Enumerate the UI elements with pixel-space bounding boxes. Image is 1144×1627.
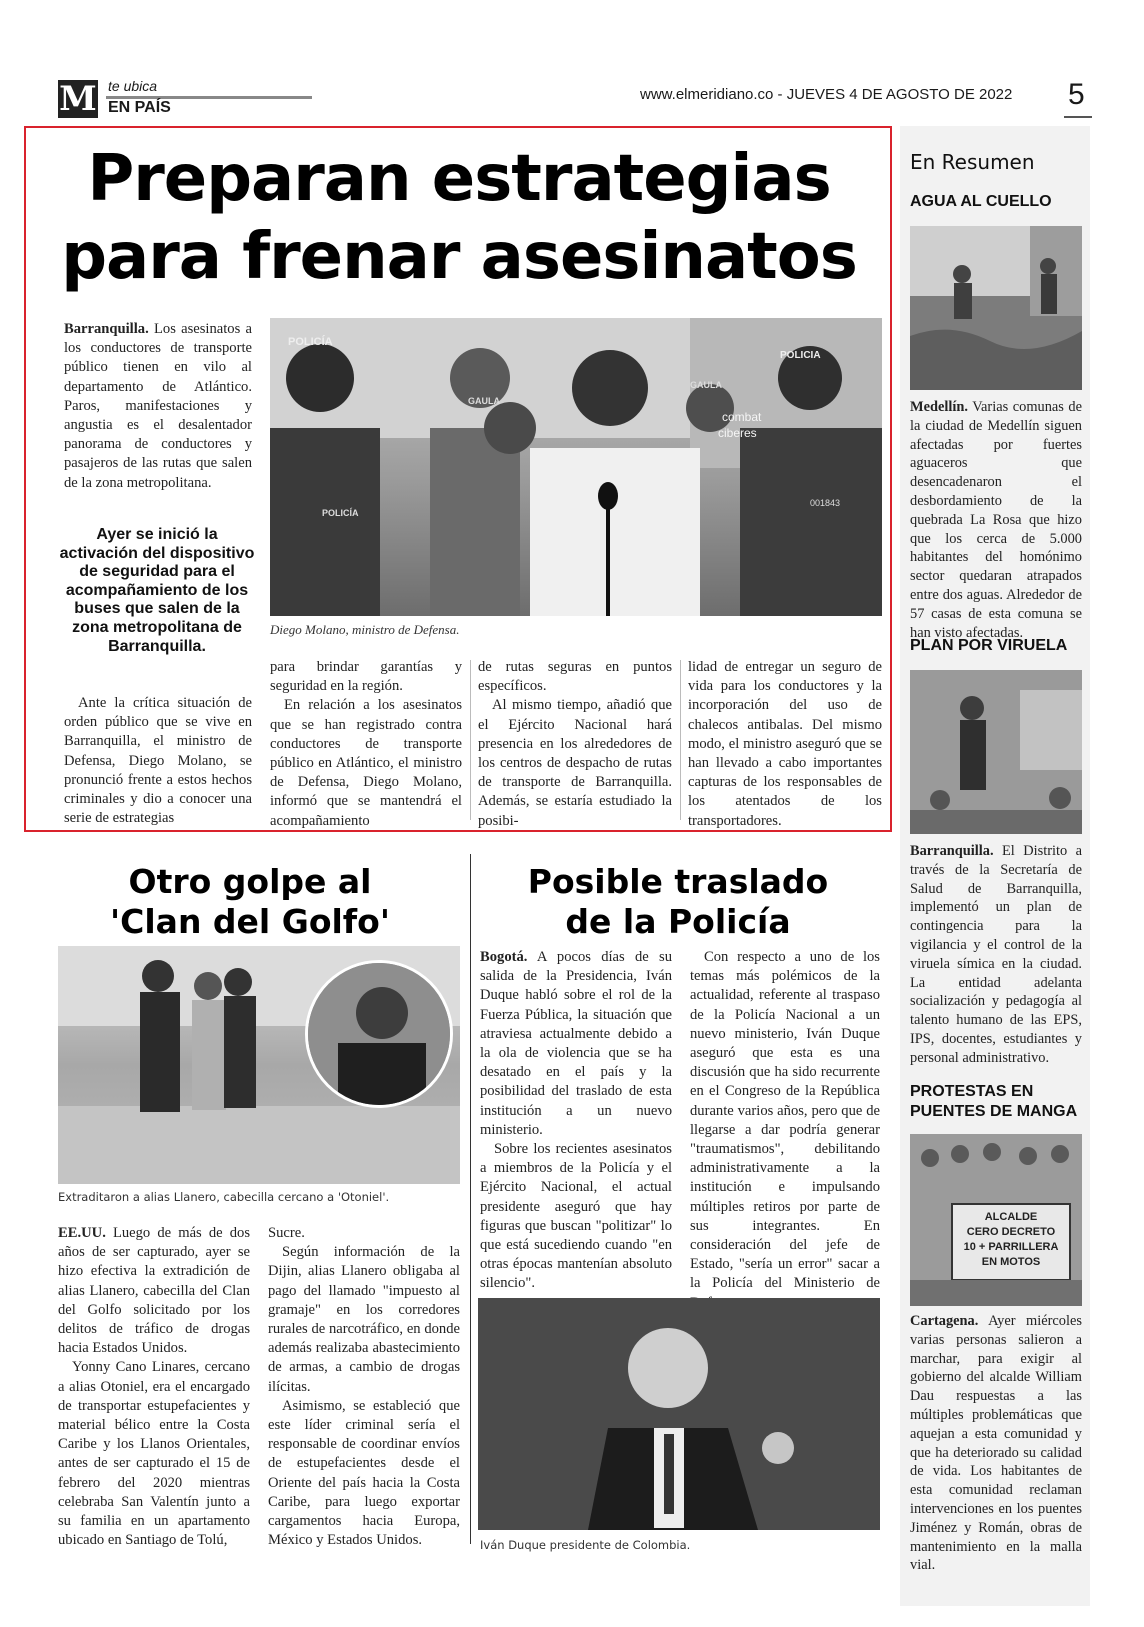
dateline: www.elmeridiano.co - JUEVES 4 DE AGOSTO DE 2022: [640, 86, 1013, 103]
policia-headline: [478, 862, 878, 942]
sign-line: 10 + PARRILLERA: [963, 1241, 1059, 1253]
photo-text: GAULA: [468, 396, 500, 406]
article-paragraph: Al mismo tiempo, añadió que el Ejército Nacional hará presencia en los alrededores de los centros de despacho de rutas de transporte de Barranquilla. Además, se estaría estudiado la posibi-: [478, 697, 672, 829]
pull-quote: Ayer se inició la activación del dispositivo de seguridad para el acompañamiento de los buses que salen de la zona metropolitana de Barranquilla.: [59, 526, 255, 655]
sidebar-heading-protestas: PROTESTAS EN PUENTES DE MANGA: [910, 1083, 1078, 1120]
headline-line: 'Clan del Golfo': [110, 902, 390, 941]
article-paragraph: EE.UU. Luego de más de dos años de ser capturado, ayer se hizo efectiva la extradición de alias Llanero, cabecilla del Clan del Golfo solicitado por los delitos de tráfico de drogas hacia Estados Unidos.: [58, 1225, 250, 1357]
photo-text: POLICIA: [780, 350, 821, 361]
sidebar-text-viruela: Barranquilla. El Distrito a través de la Secretaría de Salud de Barranquilla, implementó un plan de contingencia para la vigilancia y el control de la viruela símica en la ciudad. La entidad adelanta socialización y pedagogía al talento humano de las EPS, IPS, docentes, estudiantes y personal administrativo.: [910, 843, 1082, 1066]
article-column: [478, 658, 672, 831]
article-paragraph: Asimismo, se estableció que este líder criminal sería el responsable de coordinar envíos de estupefacientes desde el Oriente del país hacia la Costa Caribe, para luego exportar cargamentos hacia Europa, México y Estados Unidos.: [268, 1397, 460, 1549]
sidebar-text-agua: Medellín. Varias comunas de la ciudad de Medellín siguen afectadas por fuertes aguaceros que desencadenaron el desbordamiento de la quebrada La Rosa que hizo que los cerca de 5.000 habitantes del homónimo sector quedaran atrapados entre dos aguas. Alrededor de 57 casas de esta comuna se han visto afectadas.: [910, 399, 1082, 641]
column-divider: [680, 660, 681, 820]
article-paragraph: para brindar garantías y seguridad en la región.: [270, 659, 462, 695]
press-conference-illustration: [270, 318, 882, 616]
section-name: EN PAÍS: [108, 99, 171, 116]
presenter-illustration: [910, 670, 1082, 834]
main-headline: [40, 140, 878, 296]
article-paragraph: En relación a los asesinatos que se han registrado contra conductores de transporte público en Atlántico, el ministro de Defensa, Diego Molano, informó que se mantendrá el acompañamiento: [270, 697, 462, 829]
photo-text: combat: [722, 410, 762, 424]
page-number: 5: [1068, 78, 1085, 111]
article-paragraph: Yonny Cano Linares, cercano a alias Otoniel, era el encargado de transportar estupefacientes y material bélico entre la Costa Caribe y los Llanos Orientales, antes de ser capturado el 15 de febrero del 2020 mientras celebraba San Valentín junto a su familia en un apartamento ubicado en Santiago de Tolú,: [58, 1359, 250, 1549]
article-paragraph: Bogotá. A pocos días de su salida de la Presidencia, Iván Duque habló sobre el rol de la Fuerza Pública, la situación que atraviesa actualmente debido a la ola de violencia que se ha desatado en el país y la posibilidad del traslado de esta institución a un nuevo ministerio.: [480, 949, 672, 1138]
sign-line: EN MOTOS: [981, 1256, 1041, 1268]
article-paragraph: Según información de la Dijin, alias Llanero obligaba al pago del llamado "impuesto al gramaje" en los corredores rurales de narcotráfico, en donde además realizaba abastecimiento de armas, a cambio de drogas ilícitas.: [268, 1244, 460, 1395]
flood-illustration: [910, 226, 1082, 390]
protest-photo: [910, 1134, 1082, 1306]
article-column: Con respecto a uno de los temas más polémicos de la actualidad, referente al traspaso de la Policía Nacional a un nuevo ministerio, Iván Duque aseguró que esta es una discusión que ha sido recurrente en el Congreso de la República durante varios años, pero que de llegarse a dar podría generar "traumatismos", debilitando administrativamente a la institución e impulsando múltiples retiros por parte de sus integrantes. En consideración del jefe de Estado, "sería un error" sacar a la Policía del Ministerio de: [690, 949, 880, 1292]
clan-headline: [40, 862, 460, 942]
page-number-underline: [1064, 116, 1092, 118]
photo-text: ciberes: [718, 426, 757, 440]
headline-line: para frenar asesinatos: [61, 220, 857, 294]
lead-paragraph: Barranquilla. Los asesinatos a los conductores de transporte público tienen en vilo al departamento de Atlántico. Paros, manifestaciones y angustia es el desalentador panorama de conductores y pasajeros de las rutas que salen de la zona metropolitana.: [64, 321, 252, 491]
article-paragraph: Sobre los recientes asesinatos a miembros de la Policía y el Ejército Nacional, el actual presidente aseguró que hay figuras que buscan "politizar" lo que está sucediendo cuando "en otras épocas mantenían absoluto silencio".: [480, 1141, 672, 1292]
minister-photo: [270, 318, 882, 616]
photo-text: POLICÍA: [322, 508, 359, 518]
photo-text: POLICÍA: [288, 336, 333, 348]
viruela-photo: [910, 670, 1082, 834]
suspect-portrait: [305, 960, 453, 1108]
newspaper-logo: M: [59, 79, 97, 119]
protest-sign: [956, 1210, 1066, 1270]
article-paragraph: Ante la crítica situación de orden público que se vive en Barranquilla, el ministro de Defensa, Diego Molano, se pronunció frente a estos hechos criminales y dio a conocer una serie de estrategias: [64, 695, 252, 827]
headline-line: de la Policía: [565, 902, 791, 941]
president-photo: [478, 1298, 880, 1530]
article-paragraph: de rutas seguras en puntos específicos.: [478, 659, 672, 695]
article-paragraph: Sucre.: [268, 1225, 305, 1241]
sign-line: CERO DECRETO: [966, 1226, 1056, 1238]
photo-text: GAULA: [690, 380, 722, 390]
article-divider: [470, 854, 471, 1544]
headline-line: Preparan estrategias: [87, 142, 831, 216]
photo-caption: Diego Molano, ministro de Defensa.: [270, 622, 460, 637]
photo-caption: Extraditaron a alias Llanero, cabecilla cercano a 'Otoniel'.: [58, 1190, 390, 1204]
article-column: [270, 658, 462, 831]
president-illustration: [478, 1298, 880, 1530]
headline-line: Otro golpe al: [128, 862, 372, 901]
column-divider: [470, 660, 471, 820]
sidebar-title: En Resumen: [910, 150, 1035, 174]
article-column: lidad de entregar un seguro de vida para los conductores y la incorporación del uso de chalecos antibalas. Del mismo modo, el ministro aseguró que se han llevado a cabo importantes capturas de los responsables de los atentados de los transportadores.: [688, 659, 882, 829]
sidebar-text-protestas: Cartagena. Ayer miércoles varias personas salieron a marchar, para exigir al gobierno del alcalde William Dau respuestas a las múltiples problemáticas que aquejan a esta comunidad y que ha deteriorado su calidad de vida. Los habitantes de esta comunidad reclaman intervenciones en los puentes Jiménez y Román, obras de mantenimiento en la malla vial.: [910, 1313, 1082, 1574]
article-column: [268, 1224, 460, 1550]
article-column: [480, 948, 672, 1294]
photo-text: 001843: [810, 498, 841, 508]
sign-line: ALCALDE: [984, 1211, 1038, 1223]
photo-caption: Iván Duque presidente de Colombia.: [480, 1538, 691, 1552]
sidebar-heading-agua: AGUA AL CUELLO: [910, 193, 1052, 210]
flood-photo: [910, 226, 1082, 390]
headline-line: Posible traslado: [527, 862, 829, 901]
sidebar-heading-viruela: PLAN POR VIRUELA: [910, 637, 1068, 654]
portrait-illustration: [308, 963, 453, 1108]
article-column: [58, 1224, 250, 1550]
section-kicker: te ubica: [108, 78, 158, 94]
